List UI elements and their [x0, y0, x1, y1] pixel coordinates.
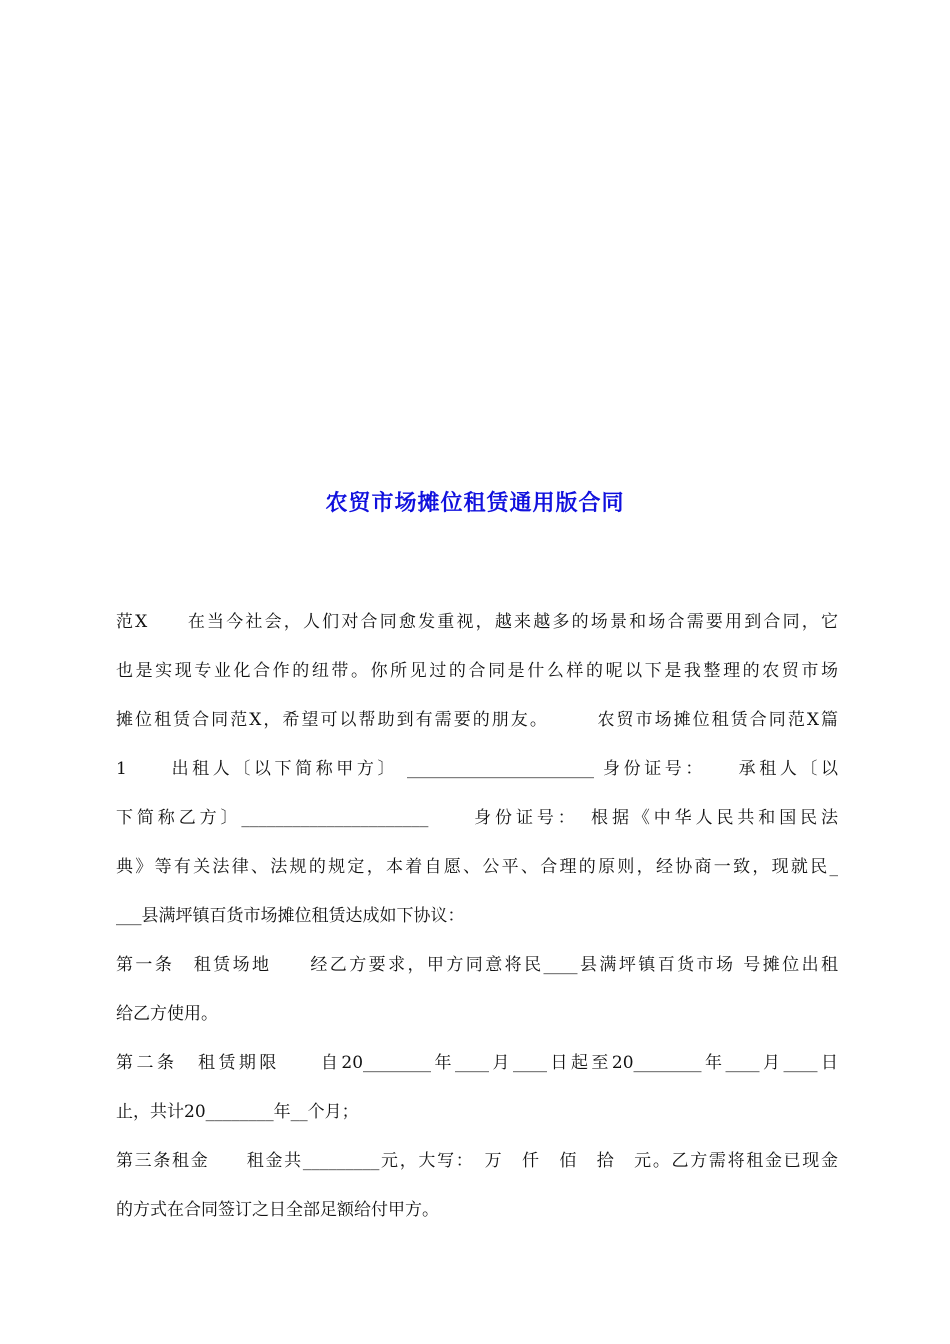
body-line: 1 出租人〔以下简称甲方〕 ______________________ 身份证号： 承租人〔以	[116, 759, 838, 779]
body-line: 止，共计20________年__个月；	[116, 1102, 359, 1122]
body-line: 给乙方使用。	[116, 1004, 218, 1024]
document-title: 农贸市场摊位租赁通用版合同	[325, 491, 625, 516]
body-line: ___县满坪镇百货市场摊位租赁达成如下协议：	[116, 906, 465, 926]
article-3-heading-line: 第三条租金 租金共_________元，大写： 万 仟 佰 拾 元。乙方需将租金已现金	[116, 1151, 838, 1171]
article-1-heading-line: 第一条 租赁场地 经乙方要求，甲方同意将民____县满坪镇百货市场 号摊位出租	[116, 955, 838, 975]
body-line: 范X 在当今社会，人们对合同愈发重视，越来越多的场景和场合需要用到合同，它	[116, 612, 838, 632]
body-line: 的方式在合同签订之日全部足额给付甲方。	[116, 1200, 439, 1220]
article-2-heading-line: 第二条 租赁期限 自20________年____月____日起至20________年____月____日	[116, 1053, 838, 1073]
body-line: 也是实现专业化合作的纽带。你所见过的合同是什么样的呢以下是我整理的农贸市场	[116, 661, 838, 681]
document-body	[116, 598, 838, 1235]
body-line: 下简称乙方〕______________________ 身份证号： 根据《中华人民共和国民法	[116, 808, 838, 828]
body-line: 摊位租赁合同范X，希望可以帮助到有需要的朋友。 农贸市场摊位租赁合同范X篇	[116, 710, 838, 730]
body-line: 典》等有关法律、法规的规定，本着自愿、公平、合理的原则，经协商一致，现就民_	[116, 857, 838, 877]
